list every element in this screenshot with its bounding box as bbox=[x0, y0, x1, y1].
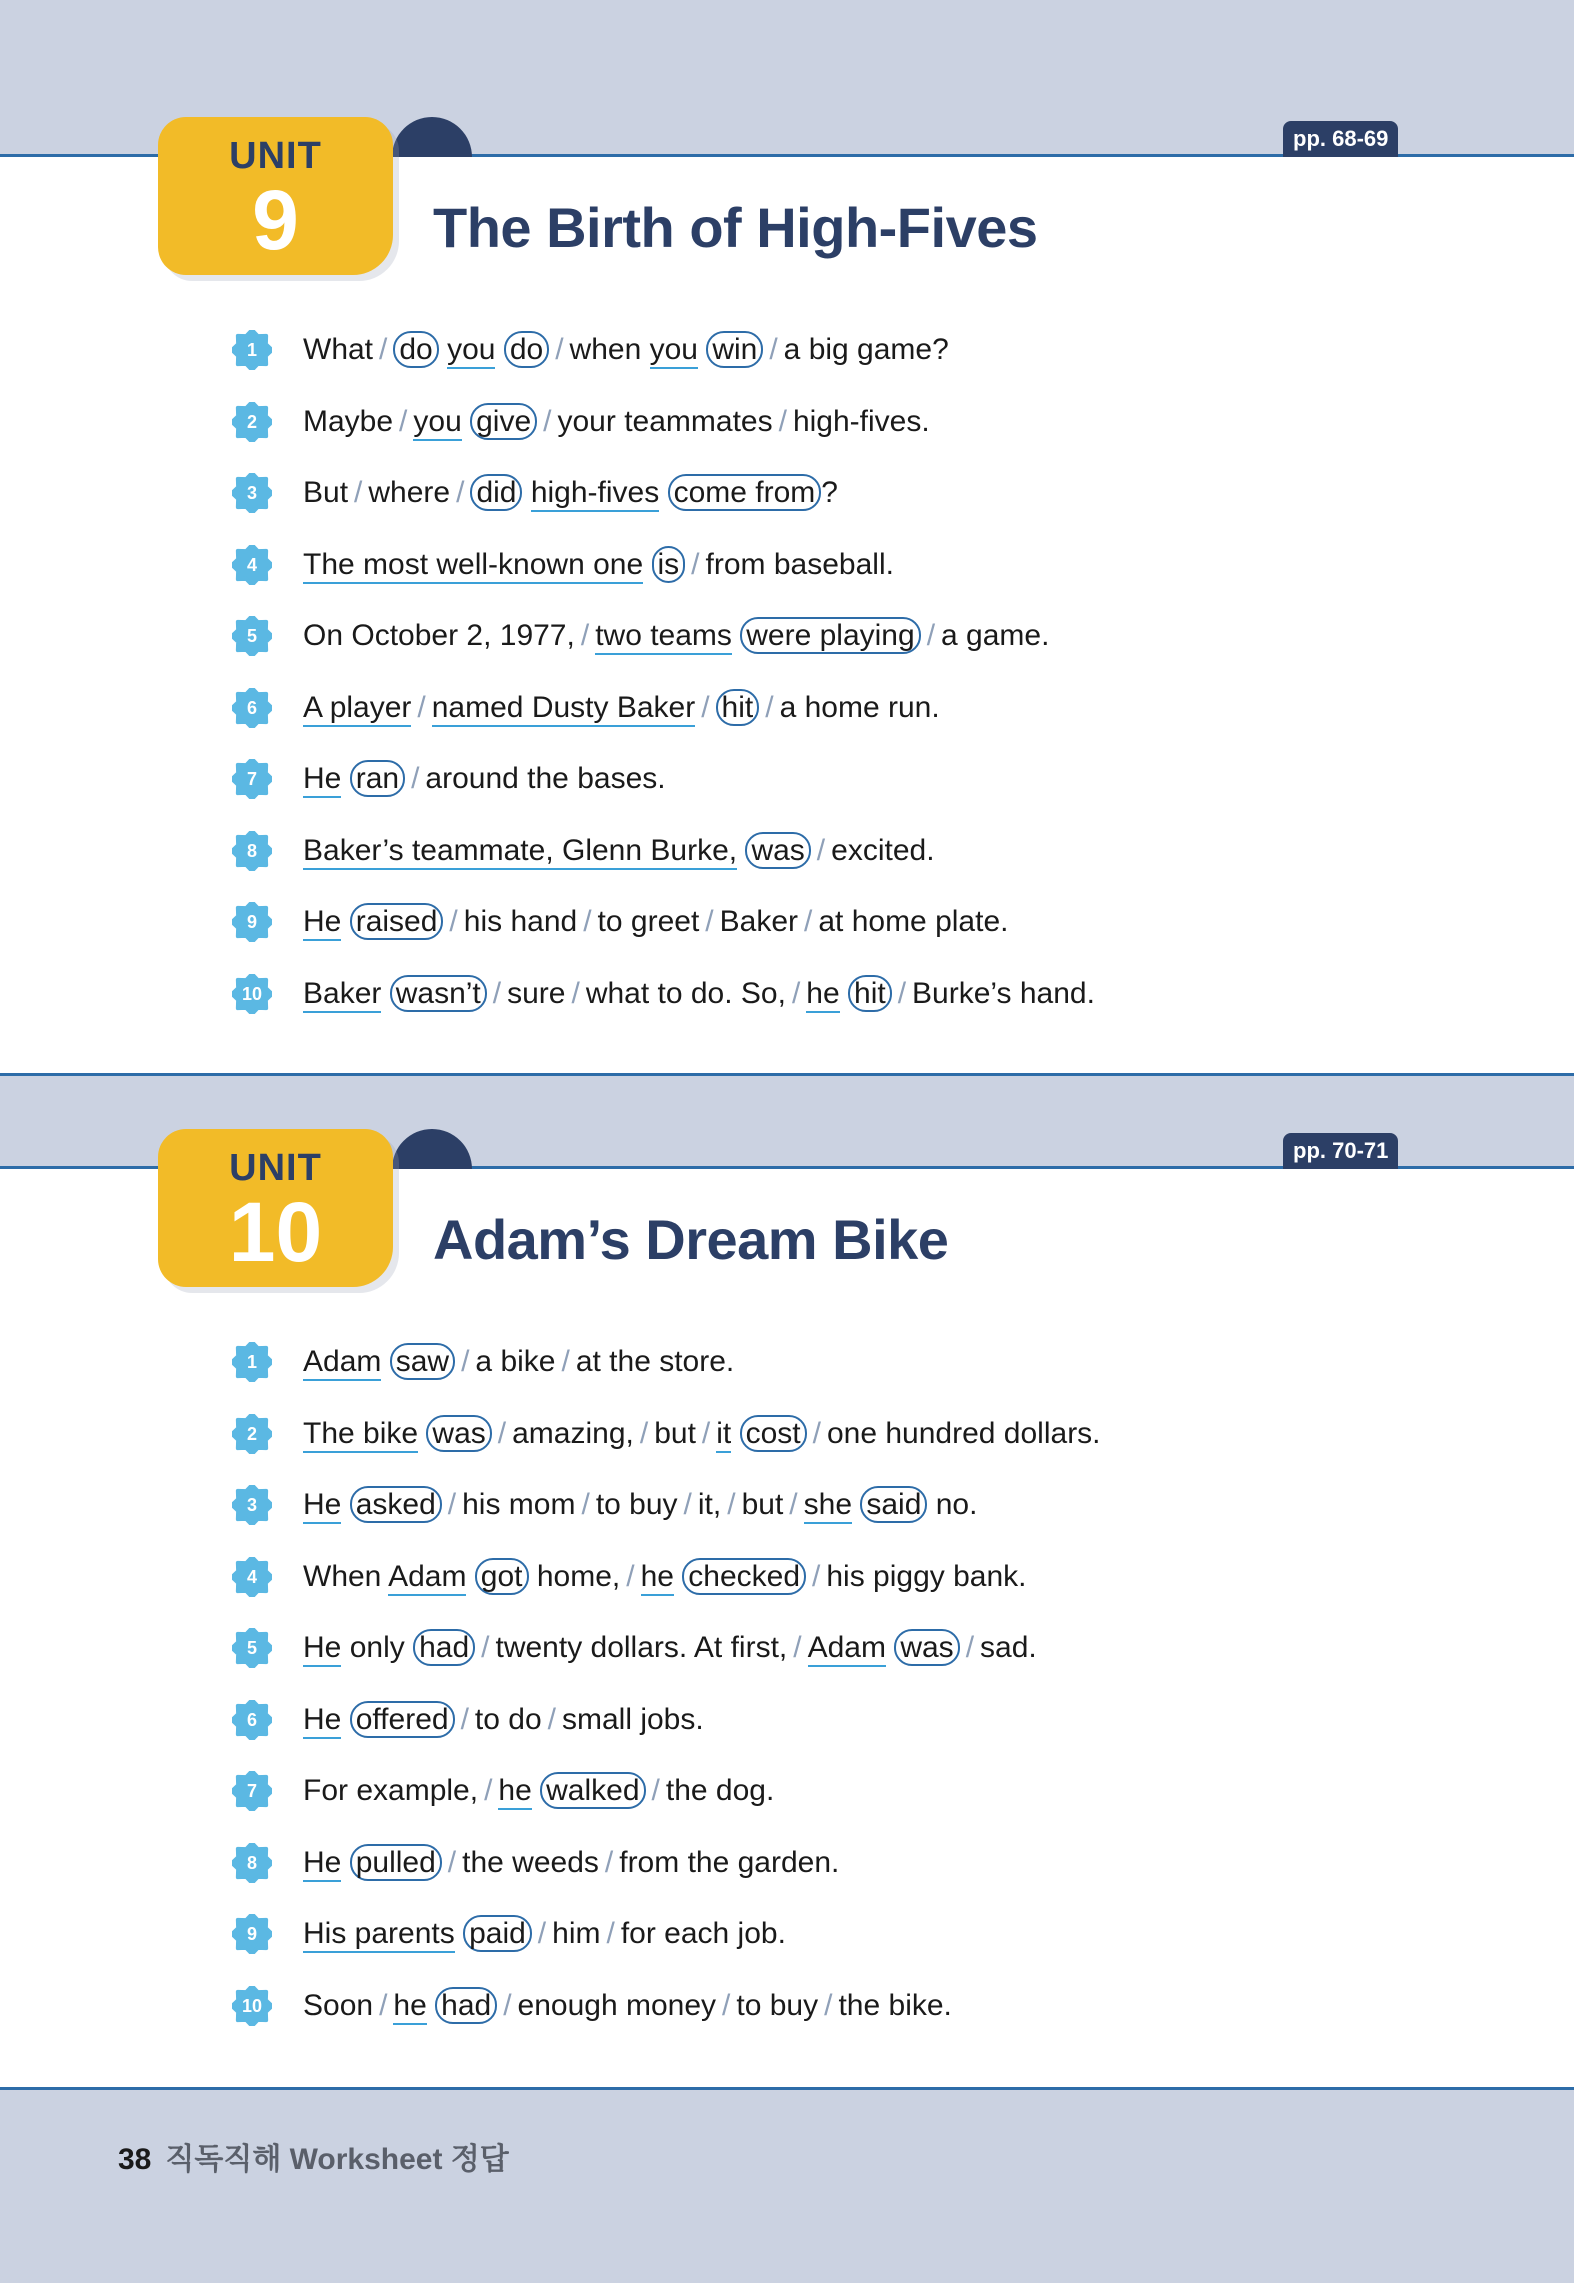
sentence-row bbox=[0, 755, 1574, 805]
sentence-text bbox=[303, 970, 1095, 1018]
chunk-divider: / bbox=[701, 690, 710, 724]
verb-phrase: raised bbox=[350, 903, 444, 940]
subject-phrase: He bbox=[303, 1631, 341, 1667]
chunk-divider: / bbox=[701, 1416, 711, 1450]
text-chunk: When bbox=[303, 1559, 389, 1593]
sentence-row bbox=[0, 898, 1574, 948]
sentence-number: 5 bbox=[246, 1638, 257, 1658]
subject-phrase: he bbox=[641, 1560, 674, 1596]
sentence-text bbox=[303, 1481, 977, 1529]
sentence-row bbox=[0, 1910, 1574, 1960]
subject-phrase: The bike bbox=[303, 1417, 418, 1453]
chunk-divider: / bbox=[778, 404, 787, 438]
verb-phrase: is bbox=[652, 546, 686, 583]
sentence-number: 3 bbox=[246, 483, 257, 503]
text-chunk: What bbox=[303, 333, 374, 366]
unit-badge bbox=[158, 1129, 393, 1287]
chunk-divider: / bbox=[411, 762, 420, 795]
text-chunk: from baseball. bbox=[705, 547, 894, 581]
chunk-divider: / bbox=[581, 1488, 590, 1521]
chunk-divider: / bbox=[804, 905, 813, 938]
text-chunk: home, bbox=[528, 1559, 621, 1593]
chunk-divider: / bbox=[460, 1702, 469, 1736]
text-chunk: a big game? bbox=[783, 333, 949, 366]
number-badge-icon bbox=[232, 1342, 272, 1382]
verb-phrase: pulled bbox=[350, 1844, 442, 1881]
sentence-row bbox=[0, 541, 1574, 591]
verb-phrase: hit bbox=[716, 689, 760, 726]
verb-phrase: got bbox=[475, 1558, 529, 1595]
page-reference: pp. 70-71 bbox=[1283, 1133, 1398, 1169]
sentence-text bbox=[303, 684, 940, 732]
chunk-divider: / bbox=[705, 905, 714, 938]
text-chunk bbox=[439, 333, 447, 366]
unit-tab-accent bbox=[392, 117, 472, 157]
number-badge-icon bbox=[232, 1485, 272, 1525]
text-chunk: Maybe bbox=[303, 404, 394, 438]
chunk-divider: / bbox=[449, 905, 458, 938]
text-chunk bbox=[466, 1560, 474, 1593]
verb-phrase: offered bbox=[350, 1701, 455, 1738]
text-chunk bbox=[522, 476, 530, 509]
sentence-number: 4 bbox=[246, 1566, 257, 1587]
text-chunk: at the store. bbox=[575, 1345, 735, 1378]
number-badge-icon bbox=[232, 688, 272, 728]
text-chunk bbox=[659, 476, 667, 509]
subject-phrase: Baker’s teammate, Glenn Burke, bbox=[303, 834, 737, 870]
number-badge-icon bbox=[232, 902, 272, 942]
verb-phrase: checked bbox=[682, 1558, 806, 1595]
sentence-text bbox=[303, 612, 1049, 660]
subject-phrase: Adam bbox=[388, 1560, 466, 1596]
chunk-divider: / bbox=[626, 1559, 635, 1593]
text-chunk: the dog. bbox=[665, 1774, 775, 1807]
text-chunk bbox=[840, 977, 848, 1010]
subject-phrase: He bbox=[303, 1846, 341, 1882]
subject-phrase: he bbox=[393, 1989, 426, 2025]
sentence-number: 3 bbox=[246, 1495, 257, 1515]
sentence-row bbox=[0, 1624, 1574, 1674]
number-badge-icon bbox=[232, 1914, 272, 1954]
unit-number: 10 bbox=[228, 1185, 323, 1279]
subject-phrase: you bbox=[447, 333, 495, 369]
sentence-text bbox=[303, 827, 935, 875]
sentence-text bbox=[303, 1410, 1101, 1458]
number-badge-icon bbox=[232, 1700, 272, 1740]
subject-phrase: you bbox=[650, 333, 698, 369]
sentence-text bbox=[303, 326, 949, 374]
text-chunk bbox=[381, 977, 389, 1010]
verb-phrase: did bbox=[470, 474, 522, 511]
verb-phrase: were playing bbox=[740, 617, 920, 654]
verb-phrase: asked bbox=[350, 1486, 442, 1523]
text-chunk: Baker bbox=[719, 905, 798, 938]
chunk-divider: / bbox=[399, 404, 408, 438]
text-chunk: Burke’s hand. bbox=[912, 976, 1095, 1010]
sentence-number: 8 bbox=[246, 840, 257, 861]
chunk-divider: / bbox=[812, 1416, 821, 1450]
chunk-divider: / bbox=[503, 1988, 512, 2022]
number-badge-icon bbox=[232, 402, 272, 442]
chunk-divider: / bbox=[492, 976, 502, 1010]
chunk-divider: / bbox=[547, 1702, 556, 1736]
text-chunk: your teammates bbox=[557, 404, 773, 438]
text-chunk: high-fives. bbox=[792, 404, 930, 438]
sentence-number: 10 bbox=[241, 1995, 263, 2016]
sentence-row bbox=[0, 1410, 1574, 1460]
subject-phrase: Adam bbox=[303, 1345, 381, 1381]
sentence-number: 8 bbox=[246, 1852, 257, 1873]
chunk-divider: / bbox=[639, 1416, 649, 1450]
text-chunk: enough money bbox=[517, 1988, 717, 2022]
verb-phrase: win bbox=[706, 331, 763, 368]
text-chunk: the bike. bbox=[838, 1988, 952, 2022]
text-chunk: small jobs. bbox=[561, 1702, 704, 1736]
verb-phrase: saw bbox=[390, 1343, 455, 1380]
chunk-divider: / bbox=[447, 1845, 457, 1879]
number-badge-icon bbox=[232, 330, 272, 370]
sentence-text bbox=[303, 1910, 786, 1958]
text-chunk bbox=[381, 1345, 389, 1378]
unit-label: UNIT bbox=[229, 1147, 322, 1189]
subject-phrase: He bbox=[303, 762, 341, 798]
text-chunk: Soon bbox=[303, 1988, 374, 2022]
sentence-number: 7 bbox=[246, 769, 257, 789]
unit-title: Adam’s Dream Bike bbox=[433, 1208, 949, 1271]
text-chunk: his piggy bank. bbox=[826, 1559, 1027, 1593]
subject-phrase: Adam bbox=[808, 1631, 886, 1667]
sentence-number: 7 bbox=[246, 1781, 257, 1801]
sentence-number: 1 bbox=[246, 1352, 257, 1372]
text-chunk bbox=[455, 1917, 463, 1950]
text-chunk: what to do. So, bbox=[585, 976, 786, 1010]
sentence-row bbox=[0, 970, 1574, 1020]
sentence-number: 9 bbox=[246, 1924, 257, 1944]
text-chunk: amazing, bbox=[512, 1416, 634, 1450]
sentence-row bbox=[0, 1767, 1574, 1817]
chunk-divider: / bbox=[379, 333, 388, 366]
sentence-number: 5 bbox=[246, 626, 257, 646]
text-chunk: the weeds bbox=[462, 1845, 599, 1879]
chunk-divider: / bbox=[497, 1416, 507, 1450]
number-badge-icon bbox=[232, 1986, 272, 2026]
number-badge-icon bbox=[232, 616, 272, 656]
number-badge-icon bbox=[232, 473, 272, 513]
chunk-divider: / bbox=[789, 1488, 798, 1521]
text-chunk: a bike bbox=[475, 1345, 556, 1378]
chunk-divider: / bbox=[769, 333, 778, 366]
unit-title: The Birth of High-Fives bbox=[433, 196, 1038, 259]
chunk-divider: / bbox=[651, 1774, 660, 1807]
sentence-row bbox=[0, 1982, 1574, 2032]
verb-phrase: come from bbox=[668, 474, 822, 511]
sentence-row bbox=[0, 684, 1574, 734]
text-chunk bbox=[643, 548, 651, 581]
number-badge-icon bbox=[232, 759, 272, 799]
number-badge-icon bbox=[232, 1414, 272, 1454]
text-chunk: but bbox=[654, 1416, 696, 1450]
chunk-divider: / bbox=[606, 1917, 615, 1950]
sentence-text bbox=[303, 755, 666, 803]
verb-phrase: give bbox=[470, 403, 537, 440]
text-chunk: him bbox=[552, 1917, 601, 1950]
text-chunk bbox=[732, 619, 740, 652]
chunk-divider: / bbox=[571, 976, 580, 1010]
subject-phrase: He bbox=[303, 905, 341, 941]
chunk-divider: / bbox=[793, 1631, 802, 1664]
chunk-divider: / bbox=[543, 404, 552, 438]
text-chunk: a home run. bbox=[779, 690, 940, 724]
sentence-row bbox=[0, 612, 1574, 662]
subject-phrase: named Dusty Baker bbox=[432, 691, 695, 727]
sentence-text bbox=[303, 1696, 704, 1744]
chunk-divider: / bbox=[537, 1917, 547, 1950]
subject-phrase: A player bbox=[303, 691, 411, 727]
chunk-divider: / bbox=[354, 476, 363, 509]
unit-label: UNIT bbox=[229, 135, 322, 177]
sentence-row bbox=[0, 827, 1574, 877]
text-chunk: around the bases. bbox=[425, 762, 666, 795]
text-chunk bbox=[341, 905, 349, 938]
sentence-text bbox=[303, 1553, 1027, 1601]
text-chunk: one hundred dollars. bbox=[826, 1416, 1101, 1450]
footer-title: 직독직해 Worksheet 정답 bbox=[165, 2143, 509, 2176]
verb-phrase: said bbox=[860, 1486, 927, 1523]
text-chunk: only bbox=[341, 1631, 414, 1664]
chunk-divider: / bbox=[456, 476, 465, 509]
unit-number: 9 bbox=[252, 173, 299, 267]
subject-phrase: The most well-known one bbox=[303, 548, 643, 584]
subject-phrase: Baker bbox=[303, 977, 381, 1013]
text-chunk: his mom bbox=[462, 1488, 576, 1521]
number-badge-icon bbox=[232, 1557, 272, 1597]
number-badge-icon bbox=[232, 1771, 272, 1811]
sentence-number: 1 bbox=[246, 340, 257, 360]
sentence-number: 9 bbox=[246, 912, 257, 932]
text-chunk bbox=[731, 1417, 739, 1450]
text-chunk: no. bbox=[927, 1488, 978, 1521]
page-number: 38 bbox=[118, 2143, 152, 2176]
subject-phrase: high-fives bbox=[531, 476, 659, 512]
subject-phrase: he bbox=[806, 977, 839, 1013]
chunk-divider: / bbox=[897, 976, 907, 1010]
text-chunk bbox=[495, 333, 503, 366]
sentence-row bbox=[0, 398, 1574, 448]
text-chunk: at home plate. bbox=[818, 905, 1009, 938]
chunk-divider: / bbox=[447, 1488, 457, 1521]
chunk-divider: / bbox=[379, 1988, 388, 2022]
text-chunk: On October 2, 1977, bbox=[303, 619, 575, 652]
text-chunk: where bbox=[368, 476, 451, 509]
chunk-divider: / bbox=[417, 690, 426, 724]
text-chunk: excited. bbox=[831, 833, 935, 867]
sentence-row bbox=[0, 326, 1574, 376]
chunk-divider: / bbox=[926, 619, 936, 652]
subject-phrase: His parents bbox=[303, 1917, 455, 1953]
chunk-divider: / bbox=[722, 1988, 731, 2022]
subject-phrase: you bbox=[413, 405, 461, 441]
text-chunk: ? bbox=[821, 476, 838, 509]
subject-phrase: it bbox=[716, 1417, 731, 1453]
sentence-text bbox=[303, 898, 1008, 946]
chunk-divider: / bbox=[583, 905, 592, 938]
number-badge-icon bbox=[232, 831, 272, 871]
page-footer bbox=[118, 2134, 509, 2178]
chunk-divider: / bbox=[765, 690, 774, 724]
chunk-divider: / bbox=[965, 1631, 975, 1664]
sentence-text bbox=[303, 1338, 734, 1386]
verb-phrase: do bbox=[393, 331, 438, 368]
verb-phrase: do bbox=[504, 331, 549, 368]
chunk-divider: / bbox=[691, 547, 700, 581]
text-chunk: for each job. bbox=[620, 1917, 786, 1950]
text-chunk: it, bbox=[697, 1488, 722, 1521]
chunk-divider: / bbox=[812, 1559, 821, 1593]
verb-phrase: cost bbox=[740, 1415, 807, 1452]
subject-phrase: he bbox=[498, 1774, 531, 1810]
number-badge-icon bbox=[232, 545, 272, 585]
sentence-text bbox=[303, 1767, 774, 1815]
verb-phrase: walked bbox=[540, 1772, 645, 1809]
verb-phrase: had bbox=[413, 1629, 475, 1666]
text-chunk: to buy bbox=[736, 1988, 819, 2022]
number-badge-icon bbox=[232, 1843, 272, 1883]
text-chunk: to greet bbox=[597, 905, 700, 938]
subject-phrase: He bbox=[303, 1703, 341, 1739]
chunk-divider: / bbox=[824, 1988, 833, 2022]
sentence-number: 4 bbox=[246, 554, 257, 575]
sentence-text bbox=[303, 469, 838, 517]
chunk-divider: / bbox=[461, 1345, 470, 1378]
sentence-text bbox=[303, 398, 930, 446]
text-chunk bbox=[532, 1774, 540, 1807]
text-chunk: his hand bbox=[463, 905, 578, 938]
verb-phrase: hit bbox=[848, 975, 892, 1012]
text-chunk: but bbox=[741, 1488, 784, 1521]
verb-phrase: was bbox=[894, 1629, 959, 1666]
text-chunk: sure bbox=[507, 976, 566, 1010]
number-badge-icon bbox=[232, 974, 272, 1014]
chunk-divider: / bbox=[683, 1488, 692, 1521]
text-chunk bbox=[462, 405, 470, 438]
text-chunk: twenty dollars. At first, bbox=[495, 1631, 788, 1664]
verb-phrase: was bbox=[745, 832, 810, 869]
chunk-divider: / bbox=[816, 833, 826, 867]
verb-phrase: paid bbox=[463, 1915, 532, 1952]
sentence-row bbox=[0, 1338, 1574, 1388]
chunk-divider: / bbox=[727, 1488, 736, 1521]
subject-phrase: He bbox=[303, 1488, 341, 1524]
text-chunk bbox=[341, 762, 349, 795]
unit-badge bbox=[158, 117, 393, 275]
sentence-row bbox=[0, 1481, 1574, 1531]
text-chunk: But bbox=[303, 476, 349, 509]
sentence-row bbox=[0, 1696, 1574, 1746]
sentence-row bbox=[0, 1839, 1574, 1889]
sentence-row bbox=[0, 469, 1574, 519]
sentence-number: 6 bbox=[246, 1709, 257, 1730]
unit-tab-accent bbox=[392, 1129, 472, 1169]
sentence-number: 2 bbox=[246, 1423, 257, 1444]
sentence-number: 6 bbox=[246, 697, 257, 718]
text-chunk: For example, bbox=[303, 1774, 479, 1807]
chunk-divider: / bbox=[561, 1345, 570, 1378]
text-chunk: a game. bbox=[941, 619, 1050, 652]
subject-phrase: she bbox=[804, 1488, 852, 1524]
sentence-number: 10 bbox=[241, 983, 263, 1004]
verb-phrase: was bbox=[426, 1415, 491, 1452]
text-chunk bbox=[341, 1488, 349, 1521]
chunk-divider: / bbox=[791, 976, 801, 1010]
text-chunk bbox=[427, 1989, 435, 2022]
sentence-text bbox=[303, 1624, 1037, 1672]
text-chunk bbox=[341, 1846, 349, 1879]
verb-phrase: ran bbox=[350, 760, 405, 797]
subject-phrase: two teams bbox=[595, 619, 732, 655]
text-chunk: to do bbox=[474, 1702, 542, 1736]
sentence-text bbox=[303, 1839, 839, 1887]
sentence-row bbox=[0, 1553, 1574, 1603]
verb-phrase: had bbox=[435, 1987, 497, 2024]
chunk-divider: / bbox=[481, 1631, 490, 1664]
chunk-divider: / bbox=[555, 333, 564, 366]
sentence-text bbox=[303, 541, 894, 589]
text-chunk: from the garden. bbox=[619, 1845, 840, 1879]
verb-phrase: wasn’t bbox=[390, 975, 487, 1012]
page-reference: pp. 68-69 bbox=[1283, 121, 1398, 157]
sentence-number: 2 bbox=[246, 411, 257, 432]
text-chunk: sad. bbox=[980, 1631, 1037, 1664]
chunk-divider: / bbox=[604, 1845, 614, 1879]
text-chunk: to buy bbox=[595, 1488, 678, 1521]
chunk-divider: / bbox=[484, 1774, 493, 1807]
text-chunk: when bbox=[569, 333, 650, 366]
number-badge-icon bbox=[232, 1628, 272, 1668]
chunk-divider: / bbox=[580, 619, 590, 652]
sentence-text bbox=[303, 1982, 952, 2030]
text-chunk bbox=[341, 1703, 349, 1736]
